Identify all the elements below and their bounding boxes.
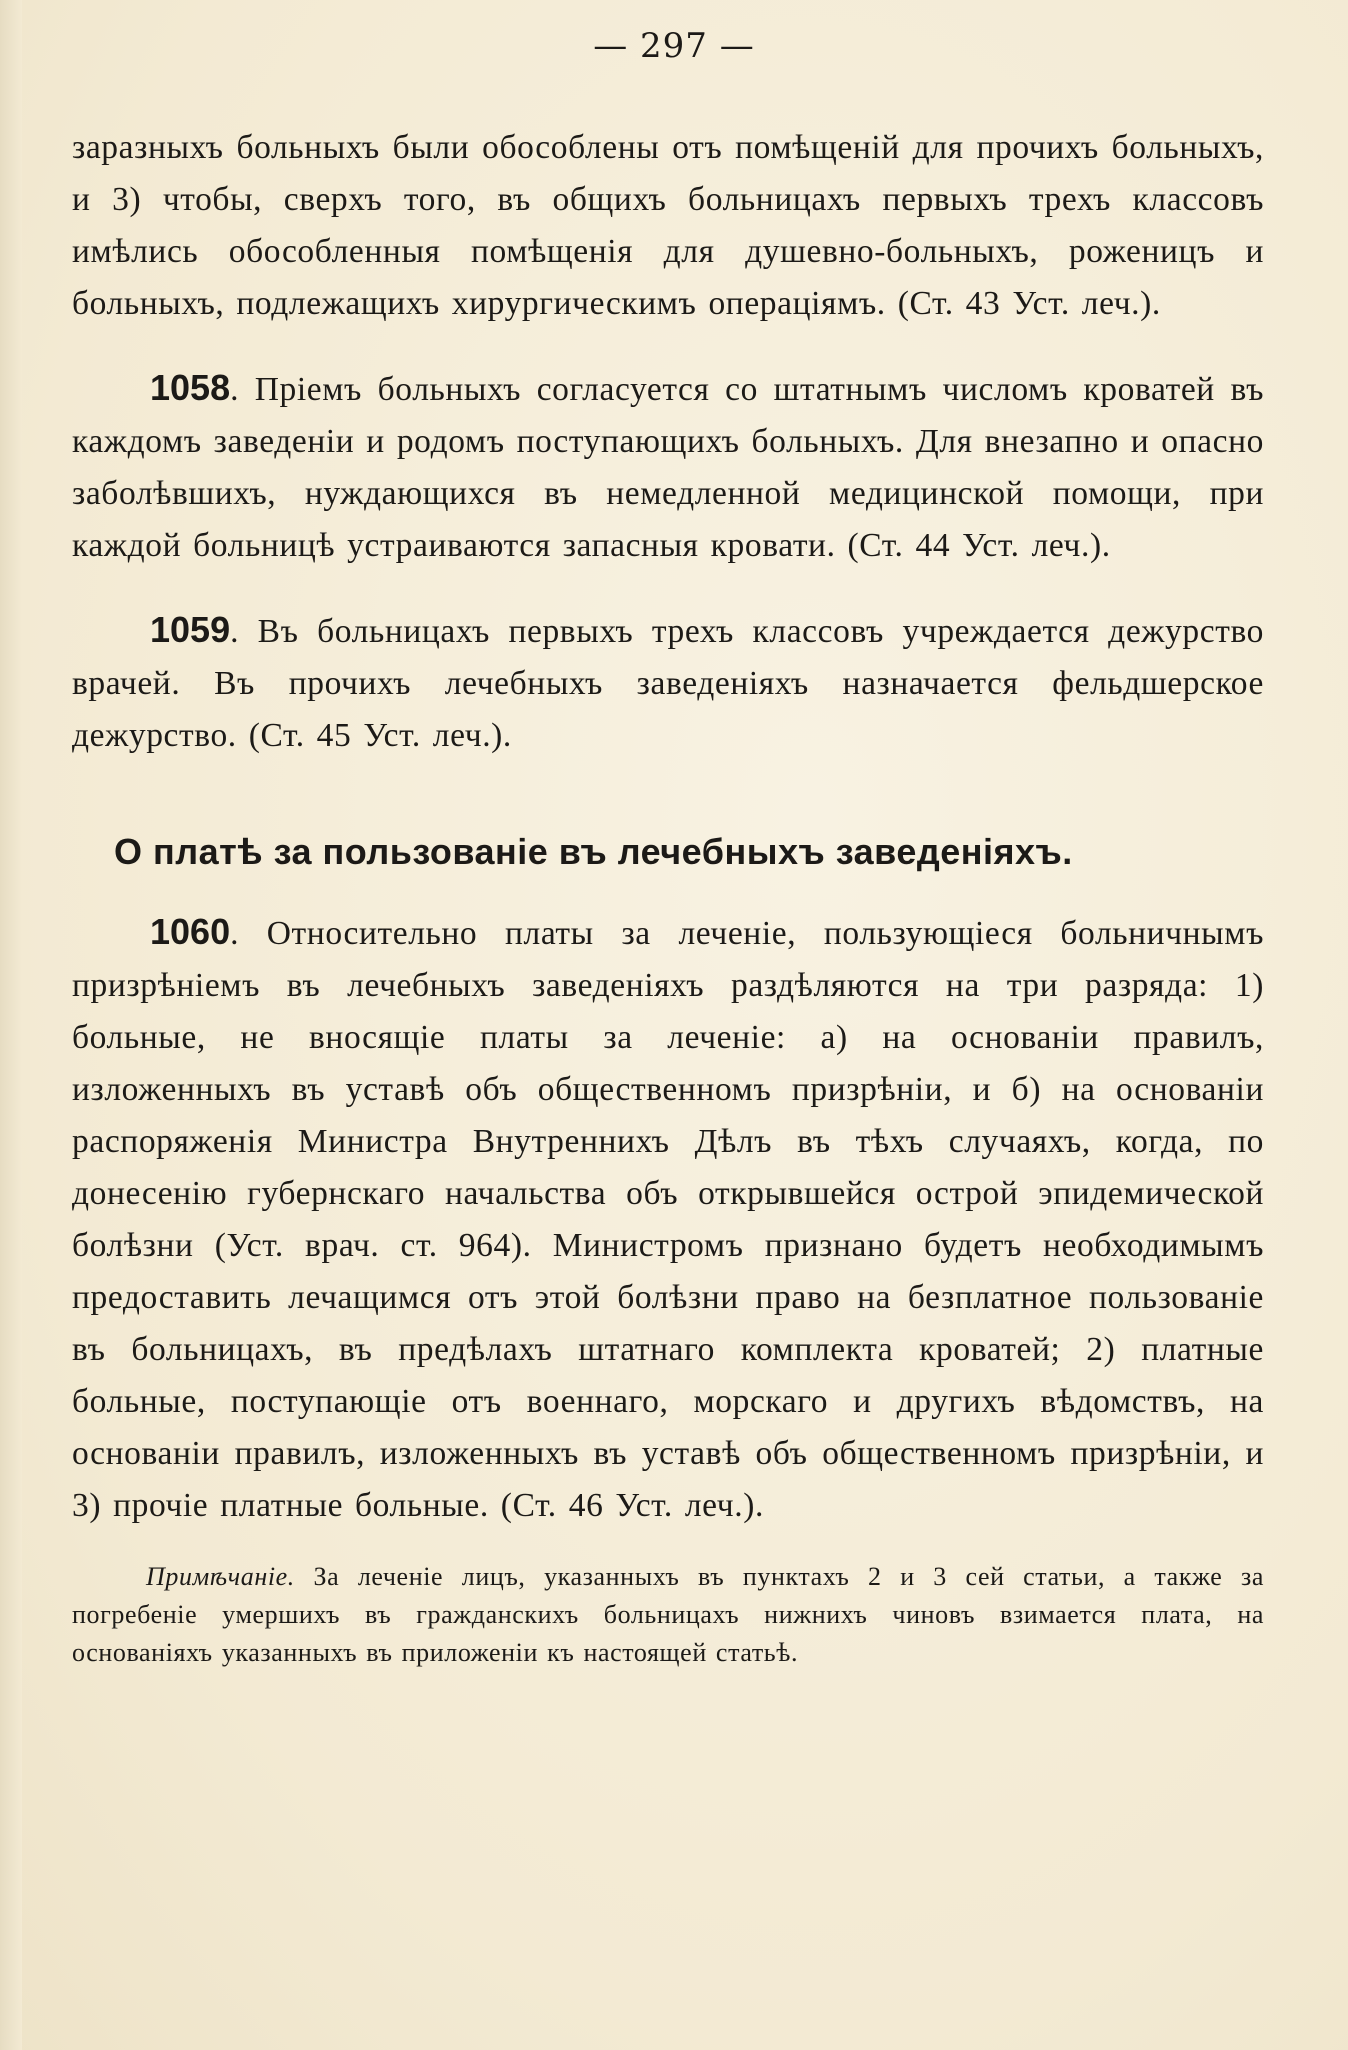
article-1059 (72, 604, 1264, 762)
continuation-paragraph: заразныхъ больныхъ были обособлены отъ помѣщеній для прочихъ больныхъ, и 3) чтобы, сверхъ того, въ общихъ больницахъ первыхъ трехъ классовъ имѣлись обособленныя помѣщенія для душевно-больныхъ, роженицъ и больныхъ, подлежащихъ хирургическимъ операціямъ. (Ст. 43 Уст. леч.). (72, 129, 1264, 322)
note-text: За леченіе лицъ, указанныхъ въ пунктахъ 2 и 3 сей статьи, а также за погребеніе умершихъ въ гражданскихъ больницахъ нижнихъ чиновъ взимается плата, на основаніяхъ указанныхъ въ приложеніи къ настоящей статьѣ. (72, 1562, 1264, 1667)
page-gutter (0, 0, 22, 2050)
article-1058 (72, 362, 1264, 572)
note-label: Примѣчаніе. (146, 1562, 295, 1591)
page-content (72, 122, 1264, 1698)
article-number: 1060 (150, 911, 231, 952)
article-number: 1059 (150, 609, 231, 650)
article-text: . Пріемъ больныхъ согласуется со штатнымъ числомъ кроватей въ каждомъ заведеніи и родомъ поступающихъ больныхъ. Для внезапно и опасно заболѣвшихъ, нуждающихся въ немедленной медицинской помощи, при каждой больницѣ устраиваются запасныя кровати. (Ст. 44 Уст. леч.). (72, 371, 1264, 564)
note-paragraph (72, 1558, 1264, 1672)
page-number: — 297 — (593, 26, 755, 66)
article-text: . Въ больницахъ первыхъ трехъ классовъ учреждается дежурство врачей. Въ прочихъ лечебныхъ заведеніяхъ назначается фельдшерское дежурство. (Ст. 45 Уст. леч.). (72, 613, 1264, 754)
article-text: . Относительно платы за леченіе, пользующіеся больничнымъ призрѣніемъ въ лечебныхъ заведеніяхъ раздѣляются на три разряда: 1) больные, не вносящіе платы за леченіе: а) на основаніи правилъ, изложенныхъ въ уставѣ объ общественномъ призрѣніи, и б) на основаніи распоряженія Министра Внутреннихъ Дѣлъ въ тѣхъ случаяхъ, когда, по донесенію губернскаго начальства объ открывшейся острой эпидемической болѣзни (Уст. врач. ст. 964). Министромъ признано будетъ необходимымъ предоставить лечащимся отъ этой болѣзни право на безплатное пользованіе въ больницахъ, въ предѣлахъ штатнаго комплекта кроватей; 2) платные больные, поступающіе отъ военнаго, морскаго и другихъ вѣдомствъ, на основаніи правилъ, изложенныхъ въ уставѣ объ общественномъ призрѣніи, и 3) прочіе платные больные. (Ст. 46 Уст. леч.). (72, 915, 1264, 1524)
article-1060 (72, 906, 1264, 1532)
section-heading: О платѣ за пользованіе въ лечебныхъ заведеніяхъ. (114, 831, 1073, 872)
article-number: 1058 (150, 367, 231, 408)
